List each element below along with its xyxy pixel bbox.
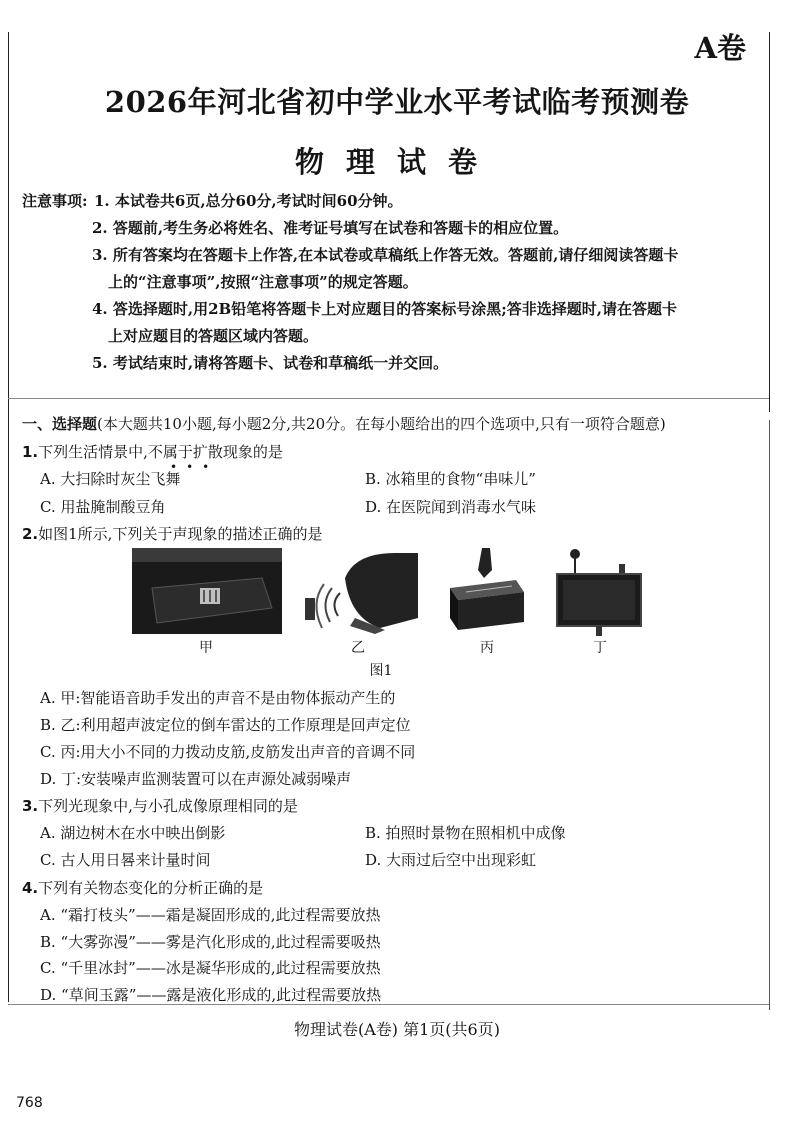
q1-option-b: B. 冰箱里的食物“串味儿”	[365, 470, 536, 488]
question-number: 2.	[22, 525, 39, 543]
section-title: 一、选择题	[22, 415, 98, 433]
q1-option-a: A. 大扫除时灰尘飞舞	[40, 470, 181, 488]
question-2	[22, 523, 322, 544]
question-number: 1.	[22, 443, 39, 461]
question-4	[22, 877, 263, 898]
figure-noise-monitor	[555, 548, 645, 638]
note-item-4-line1: 4. 答选择题时,用2B铅笔将答题卡上对应题目的答案标号涂黑;答非选择题时,请在答题卡	[92, 300, 677, 318]
notes-block	[22, 188, 762, 377]
q1-option-d: D. 在医院闻到消毒水气味	[365, 498, 537, 516]
figure-parking-radar	[300, 548, 420, 634]
right-margin-line-lower	[769, 420, 770, 1010]
q4-option-c: C. “千里冰封”——冰是凝华形成的,此过程需要放热	[40, 959, 381, 977]
note-item-1: 1. 本试卷共6页,总分60分,考试时间60分钟。	[94, 192, 403, 210]
q3-option-b: B. 拍照时景物在照相机中成像	[365, 824, 566, 842]
figure-smart-speaker	[132, 548, 282, 634]
scan-page-number: 768	[16, 1095, 43, 1111]
q2-option-b: B. 乙:利用超声波定位的倒车雷达的工作原理是回声定位	[40, 716, 411, 734]
q2-option-c: C. 丙:用大小不同的力拨动皮筋,皮筋发出声音的音调不同	[40, 743, 416, 761]
figure-rubber-band-box	[446, 548, 526, 634]
figure-label-jia: 甲	[199, 640, 213, 656]
note-item-5: 5. 考试结束时,请将答题卡、试卷和草稿纸一并交回。	[92, 354, 449, 372]
section-description: (本大题共10小题,每小题2分,共20分。在每小题给出的四个选项中,只有一项符合题意)	[97, 415, 666, 433]
q4-option-d: D. “草间玉露”——露是液化形成的,此过程需要放热	[40, 986, 382, 1004]
note-item-4-line2: 上对应题目的答题区域内答题。	[108, 327, 319, 345]
q2-option-a: A. 甲:智能语音助手发出的声音不是由物体振动产生的	[40, 689, 396, 707]
note-item-3-line1: 3. 所有答案均在答题卡上作答,在本试卷或草稿纸上作答无效。答题前,请仔细阅读答题卡	[92, 246, 679, 264]
question-3	[22, 795, 298, 816]
question-stem: 下列生活情景中,不属于扩散现象的是	[38, 443, 283, 461]
question-number: 3.	[22, 797, 39, 815]
q3-option-a: A. 湖边树木在水中映出倒影	[40, 824, 226, 842]
note-item-3-line2: 上的“注意事项”,按照“注意事项”的规定答题。	[108, 273, 418, 291]
volume-tag: A卷	[694, 31, 746, 65]
q3-option-c: C. 古人用日晷来计量时间	[40, 851, 211, 869]
subject-title: 物理试卷	[294, 145, 499, 179]
q4-option-b: B. “大雾弥漫”——雾是汽化形成的,此过程需要吸热	[40, 933, 381, 951]
figure-label-ding: 丁	[593, 640, 607, 656]
notes-divider	[8, 398, 769, 399]
q2-option-d: D. 丁:安装噪声监测装置可以在声源处减弱噪声	[40, 770, 352, 788]
figure-label-bing: 丙	[480, 640, 494, 656]
note-item-2: 2. 答题前,考生务必将姓名、准考证号填写在试卷和答题卡的相应位置。	[92, 219, 569, 237]
notes-heading: 注意事项:	[22, 192, 88, 210]
section-heading	[22, 413, 762, 434]
question-stem: 下列光现象中,与小孔成像原理相同的是	[38, 797, 298, 815]
question-stem: 如图1所示,下列关于声现象的描述正确的是	[38, 525, 323, 543]
q4-option-a: A. “霜打枝头”——霜是凝固形成的,此过程需要放热	[40, 906, 381, 924]
question-stem: 下列有关物态变化的分析正确的是	[38, 879, 264, 897]
figure-label-yi: 乙	[351, 640, 365, 656]
page-footer: 物理试卷(A卷) 第1页(共6页)	[294, 1020, 500, 1039]
question-1	[22, 441, 283, 462]
figure-caption: 图1	[369, 663, 393, 679]
q1-option-c: C. 用盐腌制酸豆角	[40, 498, 166, 516]
emphasis-dots: •••	[170, 460, 219, 474]
q3-option-d: D. 大雨过后空中出现彩虹	[365, 851, 537, 869]
question-number: 4.	[22, 879, 39, 897]
exam-title: 2026年河北省初中学业水平考试临考预测卷	[104, 85, 690, 119]
